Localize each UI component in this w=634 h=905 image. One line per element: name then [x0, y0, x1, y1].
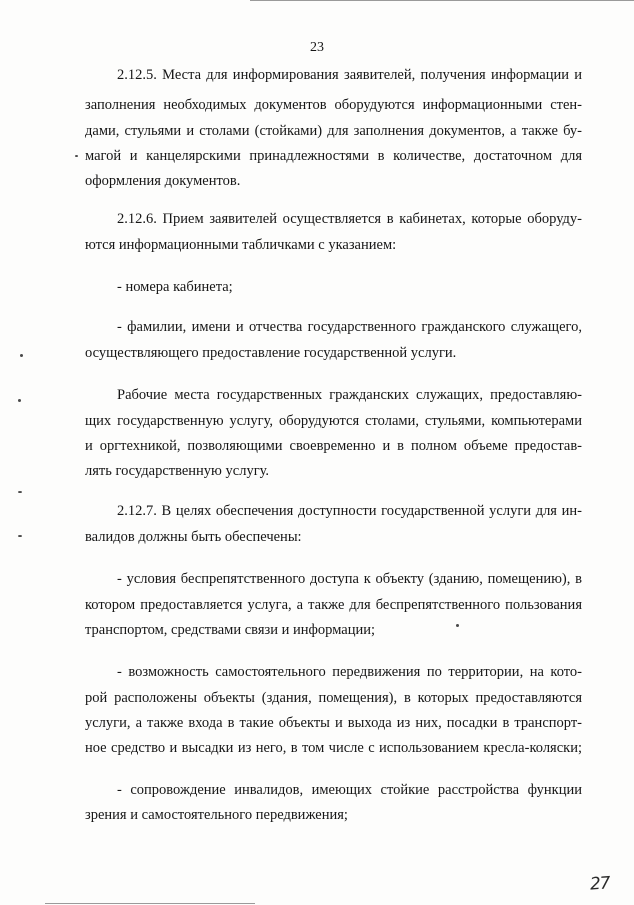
text-line: 2.12.7. В целях обеспечения доступности государственной услуги для ин- [117, 503, 582, 519]
text-line: котором предоставляется услуга, а также для беспрепятственного пользования [85, 597, 582, 613]
scan-speck [20, 354, 23, 357]
text-line: заполнения необходимых документов оборудуются информационными стен- [85, 97, 582, 113]
text-line: транспортом, средствами связи и информации; [85, 622, 376, 638]
page-number: 23 [310, 40, 324, 55]
text-line: - условия беспрепятственного доступа к объекту (зданию, помещению), в [117, 571, 582, 587]
scan-speck [18, 491, 22, 493]
text-line: Рабочие места государственных гражданских служащих, предоставляю- [117, 387, 582, 403]
text-line: валидов должны быть обеспечены: [85, 529, 302, 545]
text-line: - фамилии, имени и отчества государственного гражданского служащего, [117, 319, 582, 335]
text-line: осуществляющего предоставление государственной услуги. [85, 345, 457, 361]
handwritten-page-number: 27 [589, 873, 611, 895]
text-line: оформления документов. [85, 173, 241, 189]
text-line: ются информационными табличками с указанием: [85, 237, 397, 253]
scan-edge-line [250, 0, 634, 1]
scan-edge-line [45, 903, 255, 904]
text-line: - сопровождение инвалидов, имеющих стойкие расстройства функции [117, 782, 582, 798]
text-line: дами, стульями и столами (стойками) для заполнения документов, а также бу- [85, 123, 582, 139]
text-line: и оргтехникой, позволяющими своевременно и в полном объеме предостав- [85, 438, 582, 454]
text-line: 2.12.6. Прием заявителей осуществляется в кабинетах, которые оборуду- [117, 211, 582, 227]
text-line: зрения и самостоятельного передвижения; [85, 807, 348, 823]
text-line: лять государственную услугу. [85, 463, 270, 479]
text-line: магой и канцелярскими принадлежностями в количестве, достаточном для [85, 148, 582, 164]
scan-speck [18, 535, 22, 537]
text-line: ное средство и высадки из него, в том числе с использованием кресла-коляски; [85, 740, 582, 756]
text-line: 2.12.5. Места для информирования заявителей, получения информации и [117, 67, 582, 83]
text-line: - номера кабинета; [117, 279, 233, 295]
scan-speck [75, 155, 78, 157]
scan-speck [18, 399, 21, 402]
text-line: - возможность самостоятельного передвижения по территории, на кото- [117, 664, 582, 680]
text-line: рой расположены объекты (здания, помещения), в которых предоставляются [85, 690, 582, 706]
scan-speck [456, 624, 459, 627]
text-line: щих государственную услугу, оборудуются столами, стульями, компьютерами [85, 413, 582, 429]
text-line: услуги, а также входа в такие объекты и выхода из них, посадки в транспорт- [85, 715, 582, 731]
